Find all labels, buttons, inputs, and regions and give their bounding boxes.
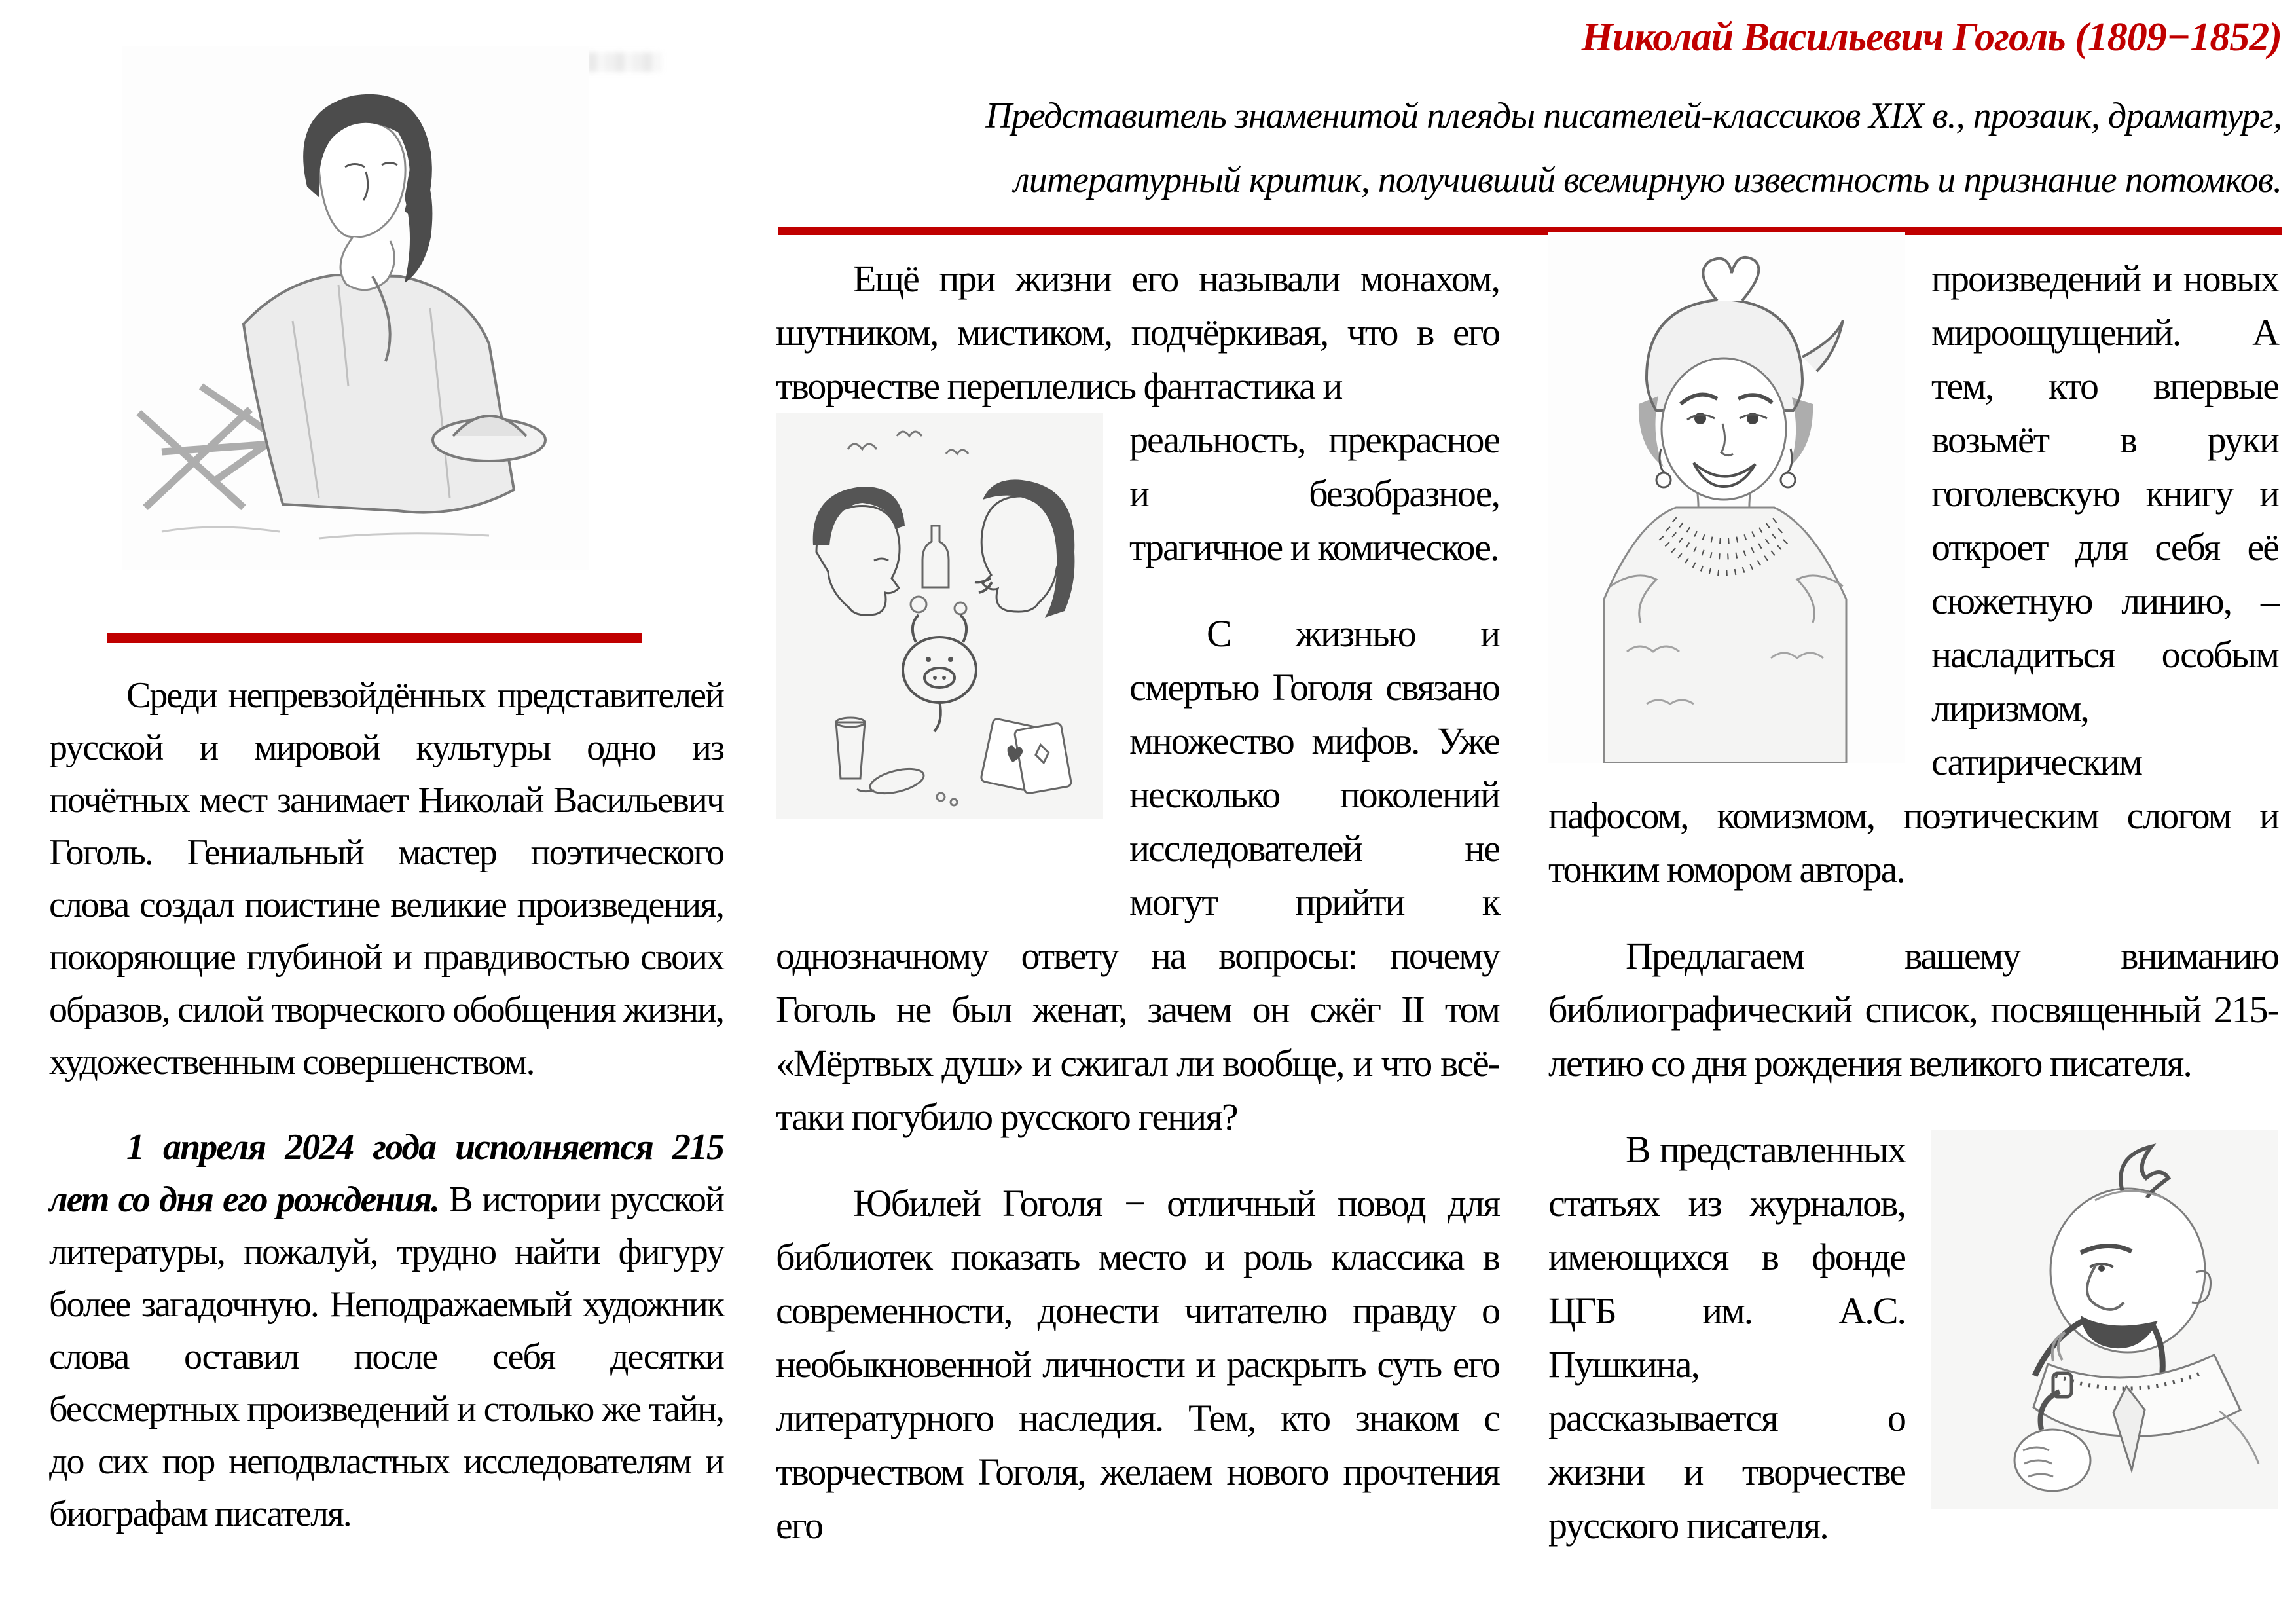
right-column <box>1548 252 2278 1585</box>
paragraph-text: произведений и новых мироощущений. А тем, кто впервые возьмёт в руки гоголевскую книгу и откроет для себя её сюжетную линию, – насладиться особым лиризмом, сатирическим пафосом, комизмом, поэтическим слогом и тонким юмором автора. <box>1548 257 2278 891</box>
paragraph <box>776 413 1499 574</box>
left-column-text <box>49 669 723 1540</box>
paragraph: Ещё при жизни его называли монахом, шутником, мистиком, подчёркивая, что в его творчестве переплелись фантастика и <box>776 257 1499 407</box>
paragraph: Предлагаем вашему вниманию библиографический список, посвященный 215-летию со дня рождения великого писателя. <box>1548 934 2278 1084</box>
paragraph: Среди непревзойдённых представителей русской и мировой культуры одно из почётных мест занимает Николай Васильевич Гоголь. Гениальный мастер поэтического слова создал поистине великие произведения, покоряющие глубиной и правдивостью своих образов, силой творческого обобщения жизни, художественным совершенством. <box>49 675 723 1082</box>
left-column <box>49 46 723 1573</box>
cossack-with-pipe-sketch <box>1931 1130 2278 1509</box>
anniversary-lead-text: 1 апреля 2024 года исполняется 215 лет со дня его рождения. <box>49 1127 723 1220</box>
left-red-rule <box>107 633 642 643</box>
paragraph-text: реальность, прекрасное и безобразное, трагичное и комическое. <box>1129 418 1499 568</box>
page-title: Николай Васильевич Гоголь (1809−1852) <box>1581 15 2282 60</box>
paragraph <box>1548 1123 2278 1553</box>
paragraph: С жизнью и смертью Гоголя связано множество мифов. Уже несколько поколений исследователей не могут прийти к однозначному ответу на вопросы: почему Гоголь не был женат, зачем он сжёг II том «Мёртвых душ» и сжигал ли вообще, и что всё-таки погубило русского гения? <box>776 612 1499 1138</box>
page-subtitle: Представитель знаменитой плеяды писателей-классиков XIX в., прозаик, драматург, литературный критик, получивший всемирную известность и признание потомков. <box>985 96 2282 200</box>
header-red-rule <box>778 227 2282 235</box>
paragraph-text: В представленных статьях из журналов, имеющихся в фонде ЦГБ им. А.С. Пушкина, рассказывается о жизни и творчестве русского писателя. <box>1548 1128 1905 1547</box>
paragraph <box>49 1121 723 1540</box>
header <box>753 13 2282 235</box>
paragraph-text: В истории русской литературы, пожалуй, трудно найти фигуру более загадочную. Неподражаемый художник слова оставил после себя десятки бессмертных произведений и столько же тайн, до сих пор неподвластных исследователям и биографам писателя. <box>49 1179 724 1534</box>
gogol-portrait-sketch <box>122 46 589 570</box>
middle-column <box>776 252 1499 1585</box>
two-faces-sketch <box>776 413 1103 819</box>
woman-in-headscarf-sketch <box>1548 232 1905 763</box>
paragraph: Юбилей Гоголя − отличный повод для библиотек показать место и роль классика в современности, донести читателю правду о необыкновенной личности и раскрыть суть его литературного наследия. Тем, кто знаком с творчеством Гоголя, желаем нового прочтения его <box>776 1182 1499 1547</box>
paragraph <box>1548 252 2278 896</box>
